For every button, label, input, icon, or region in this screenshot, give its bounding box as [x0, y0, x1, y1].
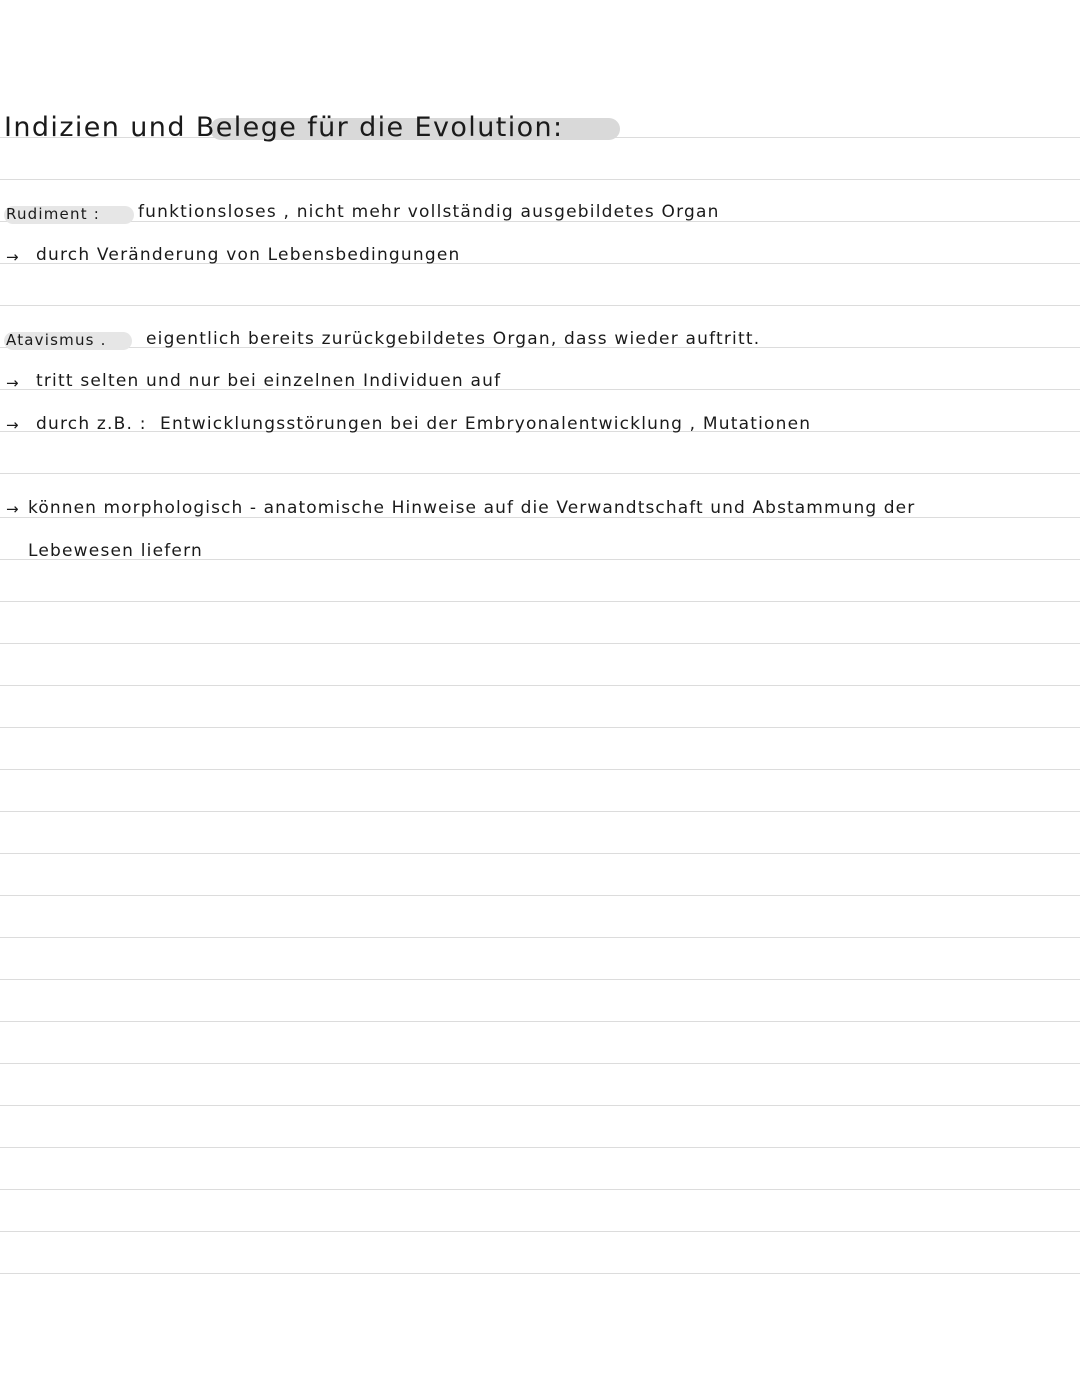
atavismus-arrow-line-2-prefix: durch z.B. :: [36, 414, 147, 434]
conclusion-line-1: können morphologisch - anatomische Hinweise auf die Verwandtschaft und Abstammung der: [28, 498, 916, 518]
atavismus-arrow-line-2: Entwicklungsstörungen bei der Embryonalentwicklung , Mutationen: [160, 414, 812, 434]
ruled-line: [0, 643, 1080, 644]
atavismus-arrow-line-1: tritt selten und nur bei einzelnen Individuen auf: [36, 371, 502, 391]
ruled-line: [0, 1231, 1080, 1232]
ruled-line: [0, 601, 1080, 602]
rudiment-term: Rudiment :: [6, 205, 100, 223]
ruled-line: [0, 1063, 1080, 1064]
rudiment-definition: funktionsloses , nicht mehr vollständig ausgebildetes Organ: [138, 202, 720, 222]
ruled-line: [0, 811, 1080, 812]
atavismus-definition: eigentlich bereits zurückgebildetes Organ, dass wieder auftritt.: [146, 329, 761, 349]
ruled-line: [0, 1273, 1080, 1274]
ruled-line: [0, 979, 1080, 980]
ruled-line: [0, 1189, 1080, 1190]
arrow-icon: →: [6, 416, 19, 434]
arrow-icon: →: [6, 248, 19, 266]
ruled-line: [0, 305, 1080, 306]
ruled-line: [0, 685, 1080, 686]
atavismus-term: Atavismus .: [6, 331, 107, 349]
ruled-line: [0, 937, 1080, 938]
conclusion-line-2: Lebewesen liefern: [28, 541, 203, 561]
ruled-line: [0, 1147, 1080, 1148]
ruled-line: [0, 1105, 1080, 1106]
arrow-icon: →: [6, 500, 19, 518]
ruled-line: [0, 853, 1080, 854]
page-title: Indizien und Belege für die Evolution:: [4, 112, 564, 143]
ruled-line: [0, 179, 1080, 180]
ruled-line: [0, 727, 1080, 728]
rudiment-arrow-line: durch Veränderung von Lebensbedingungen: [36, 245, 461, 265]
arrow-icon: →: [6, 374, 19, 392]
ruled-line: [0, 895, 1080, 896]
ruled-line: [0, 473, 1080, 474]
ruled-line: [0, 769, 1080, 770]
ruled-line: [0, 1021, 1080, 1022]
